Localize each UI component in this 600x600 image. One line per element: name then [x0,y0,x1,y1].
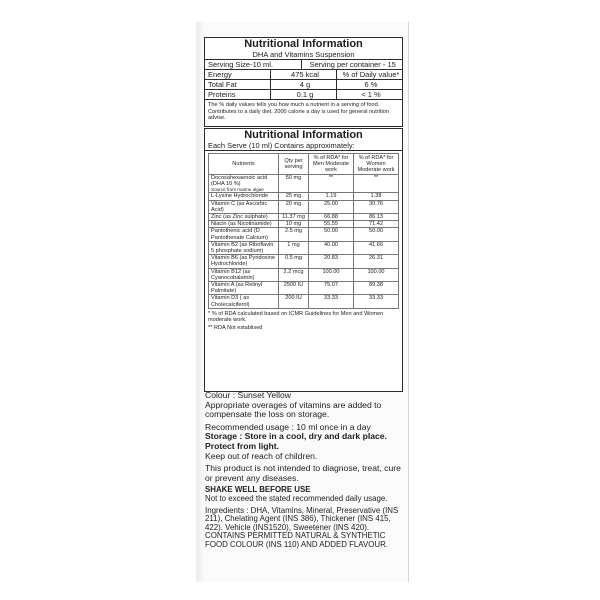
nutrient-women-cell: 1.38 [354,193,399,200]
nutrient-women-cell: 50.00 [354,228,399,241]
nutrient-women-cell: 86.13 [354,214,399,221]
nutrient-qty-cell: 2.2 mcg [279,268,309,281]
nutrient-women-cell: 33.33 [354,295,399,308]
nutrient-men-cell: 66.88 [309,214,354,221]
nutrient-name-cell [209,228,279,241]
nutrient-amount: 475 kcal [270,70,336,79]
nutrient-women-cell: 100.00 [354,268,399,281]
nutrient-name: Niacin (as Nicotinamide) [211,221,272,228]
panel-subtitle: DHA and Vitamins Suspension [205,50,402,60]
nutrient-qty-cell: 50 mg [279,175,309,193]
nutrient-name: Vitamin A (as Retinyl Palmitate) [211,282,263,295]
nutrient-name: Zinc (as Zinc sulphate) [211,214,268,221]
nutrient-name-cell [209,193,279,200]
table-row [209,175,399,193]
table-header-row [209,154,399,175]
nutrient-name-cell [209,241,279,254]
daily-value-note: The % daily values tells you how much a nutrient in a serving of food. Contributes to a daily diet. 2000 calorie a day is used for general nutrition advise. [208,102,389,121]
nutrient-table [208,153,399,309]
each-serve-label: Each Serve (10 ml) Contains approximately: [205,141,402,151]
nutrient-men-cell: 25.00 [309,200,354,213]
nutrient-qty-cell: 2.5 mg [279,228,309,241]
nutrient-qty-cell: 10 mg [279,221,309,228]
nutrient-row [205,90,402,100]
nutrient-name: Vitamin B12 (as Cyanocobalamin) [211,268,255,281]
children-warning: Keep out of reach of children. [205,450,318,461]
nutrient-name: L-Lysine Hydrochloride [211,193,268,200]
nutrient-women-cell: 89.38 [354,282,399,295]
nutrient-name: Energy [208,70,232,79]
nutrient-name: Vitamin B6 (as Pyridoxine Hydrochloride) [211,255,275,268]
rda-footnote-2: ** RDA Not establised [208,325,263,332]
ingredients-text: Ingredients : DHA, Vitamins, Mineral, Preservative (INS 211), Chelating Agent (INS 386), Thickener (INS 415, 422). Vehicle (INS1520), Sweetener (INS 420). [205,505,399,532]
rda-footnote: * % of RDA calculated based on ICMR Guidelines for Men and Women moderate work. [208,310,384,324]
nutrient-name-cell [209,221,279,228]
nutrient-women-cell: ** [354,175,399,193]
nutrient-men-cell: 55.55 [309,221,354,228]
nutrient-name-cell [209,255,279,268]
nutrient-men-cell: 40.00 [309,241,354,254]
nutrient-name-cell [209,268,279,281]
recommended-usage-text: Recommended usage : 10 ml once in a day [205,421,371,432]
panel-title: Nutritional Information [244,38,363,50]
serving-row [205,60,402,70]
nutrient-men-cell: ** [309,175,354,193]
storage-text: Storage : Store in a cool, dry and dark place. Protect from light. [205,431,387,451]
nutrient-qty-cell: 1 mg [279,241,309,254]
carton-flap [196,22,204,582]
nutrient-amount: 4 g [270,80,336,89]
nutrient-name-cell [209,282,279,295]
not-exceed-text: Not to exceed the stated recommended daily usage. [205,493,388,503]
nutrient-women-cell: 30.76 [354,200,399,213]
nutrient-name: Pantothenic acid (D Pantothenate Calcium) [211,228,268,241]
nutrient-men-cell: 20.83 [309,255,354,268]
table-row [209,268,399,281]
nutrient-name-cell [209,175,279,193]
table-row [209,214,399,221]
nutrition-panel-summary [204,37,403,127]
nutrient-women-cell: 26.31 [354,255,399,268]
nutrient-men-cell: 33.33 [309,295,354,308]
table-row [209,282,399,295]
table-row [209,193,399,200]
table-row [209,221,399,228]
nutrient-men-cell: 1.19 [309,193,354,200]
nutrient-dv: % of Daily value* [336,70,402,79]
nutrient-qty-cell: 11.37 mg [279,214,309,221]
nutrient-women-cell: 71.42 [354,221,399,228]
nutrient-name-cell [209,200,279,213]
nutrient-name-cell [209,295,279,308]
nutrient-dv: < 1 % [336,90,402,99]
nutrient-qty-cell: 200 IU [279,295,309,308]
nutrient-name: Proteins [208,90,236,99]
table-row [209,228,399,241]
overages-text: Appropriate overages of vitamins are added to compensate the loss on storage. [205,399,382,420]
nutrient-qty-cell: 0.5 mg [279,255,309,268]
nutrient-name-cell [209,214,279,221]
nutrient-source: Source from marine algae [211,187,264,193]
panel-title: Nutritional Information [244,129,363,141]
nutrient-name: Docosahexaenoic acid (DHA 10 %) [211,175,268,188]
colour-text: Colour : Sunset Yellow [205,390,291,400]
serving-per-container: Serving per container - 15 [301,60,403,69]
label-text-block [205,391,401,550]
column-header: % of RDA* for Men Moderate work [309,154,354,175]
nutrient-row [205,80,402,90]
nutrient-qty-cell: 25 mg [279,193,309,200]
nutrient-men-cell: 50.00 [309,228,354,241]
nutrient-name: Total Fat [208,80,237,89]
column-header: % of RDA* for Women Moderate work [354,154,399,175]
nutrient-qty-cell: 2500 IU [279,282,309,295]
nutrient-name: Vitamin D3 ( as Cholecalciferol) [211,295,250,308]
table-row [209,255,399,268]
table-row [209,241,399,254]
shake-warning: SHAKE WELL BEFORE USE [205,485,311,495]
nutrient-row [205,70,402,80]
diagnose-disclaimer: This product is not intended to diagnose, treat, cure or prevent any diseases. [205,463,401,483]
nutrient-women-cell: 41.66 [354,241,399,254]
nutrient-name: Vitamin B2 (as Riboflavin 5 phosphate sodium) [211,241,274,255]
column-header: Nutrients [209,154,279,175]
serving-size: Serving Size-10 ml. [208,60,274,69]
nutrient-qty-cell: 20 mg [279,200,309,213]
table-row [209,295,399,308]
nutrient-men-cell: 100.00 [309,268,354,281]
nutrient-dv: 6 % [336,80,402,89]
contains-text: CONTAINS PERMITTED NATURAL & SYNTHETIC FOOD COLOUR (INS 110) AND ADDED FLAVOUR. [205,531,388,549]
nutrition-panel-detail [204,128,403,392]
table-row [209,200,399,213]
nutrient-amount: 0.1 g [270,90,336,99]
nutrient-name: Vitamin C (as Ascorbic Acid) [211,200,268,213]
nutrient-men-cell: 75.07 [309,282,354,295]
column-header: Qty per serving [279,154,309,175]
